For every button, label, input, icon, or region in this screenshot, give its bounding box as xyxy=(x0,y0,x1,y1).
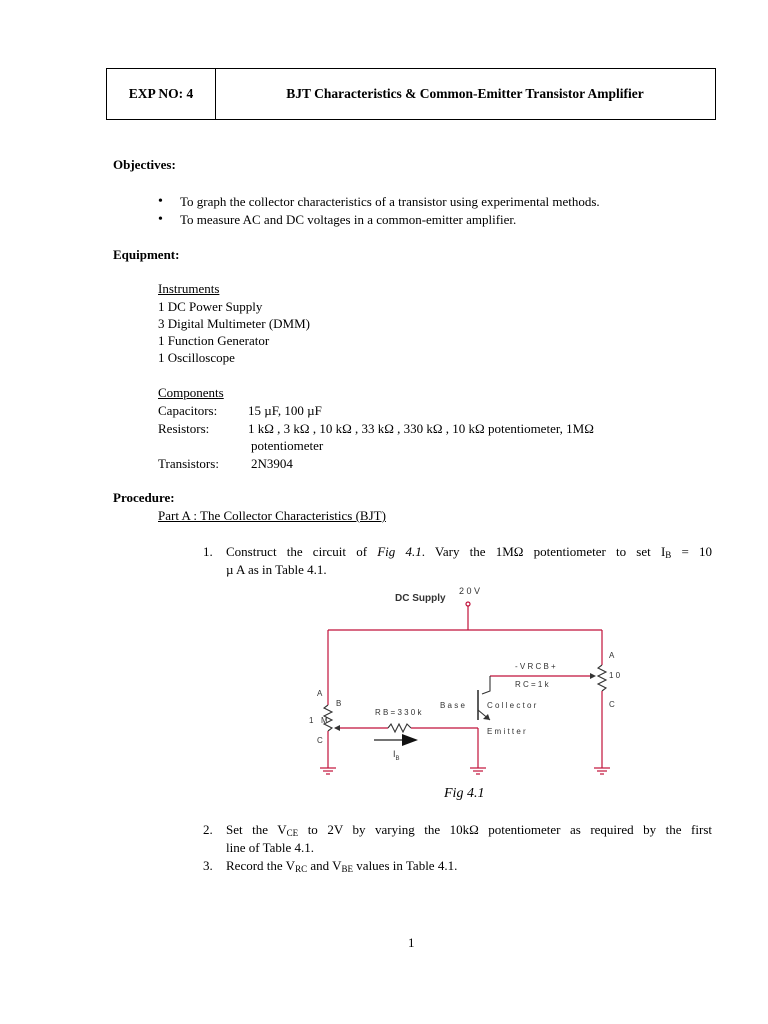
objective-item-2: To measure AC and DC voltages in a common-emitter amplifier. xyxy=(180,212,517,227)
bullet-icon xyxy=(158,211,168,228)
part-a-heading: Part A : The Collector Characteristics (BJT) xyxy=(158,508,386,523)
capacitors-label: Capacitors: xyxy=(158,403,218,418)
ground-icon xyxy=(320,768,336,774)
components-heading: Components xyxy=(158,385,224,400)
collector-label: C o l l e c t o r xyxy=(487,701,537,710)
equipment-heading: Equipment: xyxy=(113,247,180,262)
wiper-arrow-icon xyxy=(590,673,596,679)
base-resistor-icon xyxy=(388,724,411,732)
instrument-item: 3 Digital Multimeter (DMM) xyxy=(158,316,311,331)
rc-label: R C = 1 k xyxy=(515,680,549,689)
resistors-value-continued: potentiometer xyxy=(251,438,324,453)
dc-supply-label: DC Supply xyxy=(395,593,446,604)
supply-terminal-icon xyxy=(466,602,470,606)
step-3-text-a: Record the V xyxy=(226,858,296,873)
procedure-heading: Procedure: xyxy=(113,490,175,505)
supply-voltage-label: 2 0 V xyxy=(459,586,481,596)
objectives-heading: Objectives: xyxy=(113,157,176,172)
capacitors-value: 15 µF, 100 µF xyxy=(248,403,322,418)
figure-caption: Fig 4.1 xyxy=(444,786,485,801)
resistors-value: 1 kΩ , 3 kΩ , 10 kΩ , 33 kΩ , 330 kΩ , 10 kΩ potentiometer, 1MΩ xyxy=(248,421,594,436)
step-3-text-c: values in Table 4.1. xyxy=(353,858,458,873)
step-2-line-2: line of Table 4.1. xyxy=(226,840,315,855)
step-2-number: 2. xyxy=(203,822,213,837)
pot-left-a-label: A xyxy=(317,689,323,698)
step-2-text-a: Set the V xyxy=(226,822,287,837)
instrument-item: 1 Oscilloscope xyxy=(158,350,235,365)
collector-lead xyxy=(482,676,490,694)
transistors-label: Transistors: xyxy=(158,456,219,471)
emitter-label: E m i t t e r xyxy=(487,727,526,736)
step-2-text-b: to 2V by varying the 10kΩ potentiometer as required by the first xyxy=(298,822,712,837)
step-1-text-a: Construct the circuit of xyxy=(226,544,378,559)
transistors-value: 2N3904 xyxy=(251,456,293,471)
current-arrow-icon xyxy=(402,734,418,746)
pot-right-c-label: C xyxy=(609,700,615,709)
rb-label: R B = 3 3 0 k xyxy=(375,708,422,717)
circuit-diagram xyxy=(300,580,660,780)
subscript-b: B xyxy=(665,550,672,560)
instrument-item: 1 Function Generator xyxy=(158,333,270,348)
page-number: 1 xyxy=(408,935,415,950)
step-1-text-c: = 10 xyxy=(671,544,713,559)
wiper-arrow-icon xyxy=(334,725,340,731)
subscript-ce: CE xyxy=(286,828,299,838)
step-1-text-b: . Vary the 1MΩ potentiometer to set I xyxy=(421,544,666,559)
step-3-text-b: and V xyxy=(307,858,342,873)
step-2-text xyxy=(226,822,712,838)
experiment-header xyxy=(106,68,716,120)
bullet-icon xyxy=(158,193,168,210)
ib-label: $I_B$ xyxy=(393,749,400,762)
objective-item-1: To graph the collector characteristics of a transistor using experimental methods. xyxy=(180,194,600,209)
vrc-label: - V R C B + xyxy=(515,662,556,671)
ground-icon xyxy=(594,768,610,774)
step-1-line-2: µ A as in Table 4.1. xyxy=(226,562,327,577)
step-3-text xyxy=(226,858,457,874)
instrument-item: 1 DC Power Supply xyxy=(158,299,263,314)
pot-right-b-label: 1 0 xyxy=(609,671,621,680)
experiment-number: EXP NO: 4 xyxy=(107,69,216,119)
pot-left-1-label: 1 xyxy=(309,716,314,725)
ground-icon xyxy=(470,768,486,774)
potentiometer-10k-icon xyxy=(598,665,606,691)
subscript-be: BE xyxy=(341,864,354,874)
figure-reference: Fig 4.1 xyxy=(377,544,422,559)
base-label: B a s e xyxy=(440,701,465,710)
subscript-rc: RC xyxy=(295,864,308,874)
pot-left-m-label: M xyxy=(321,716,328,725)
step-1-number: 1. xyxy=(203,544,213,559)
resistors-label: Resistors: xyxy=(158,421,210,436)
pot-right-a-label: A xyxy=(609,651,615,660)
step-1-text xyxy=(226,544,712,560)
instruments-heading: Instruments xyxy=(158,281,220,296)
pot-left-c-label: C xyxy=(317,736,323,745)
experiment-title: BJT Characteristics & Common-Emitter Transistor Amplifier xyxy=(286,86,644,101)
step-3-number: 3. xyxy=(203,858,213,873)
pot-left-b-label: B xyxy=(336,699,342,708)
